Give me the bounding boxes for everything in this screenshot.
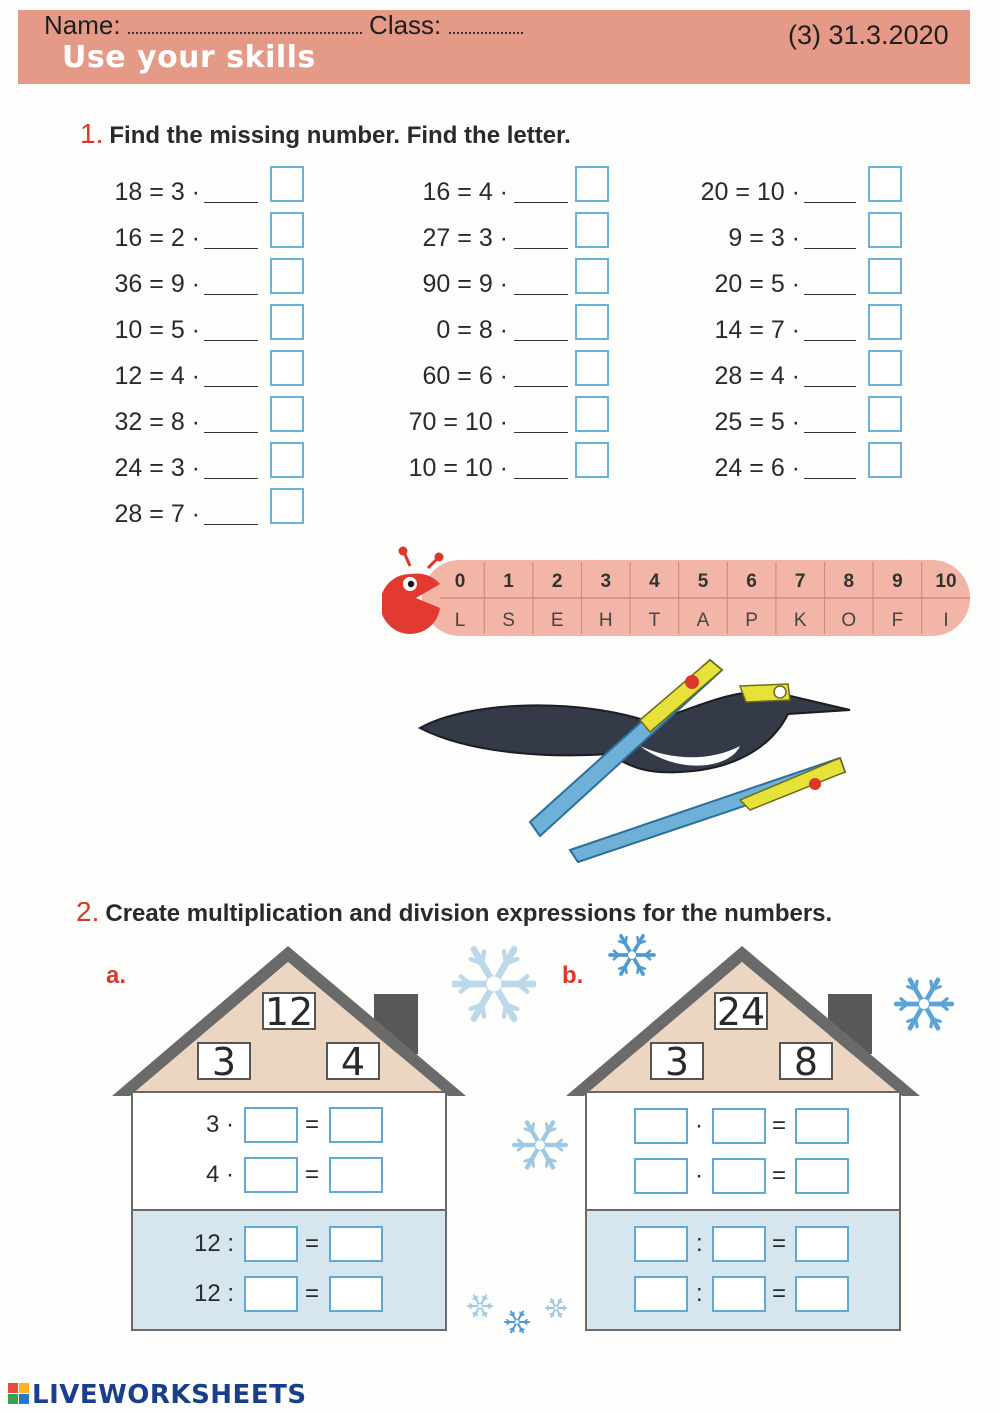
missing-number-field[interactable]: [204, 202, 258, 203]
key-letter: H: [598, 610, 613, 631]
logo-icon: [8, 1383, 30, 1405]
house-a-mult-2-answer-a[interactable]: [244, 1157, 298, 1193]
letter-answer-box[interactable]: [868, 350, 902, 386]
name-class-line: [44, 10, 523, 41]
equation-text: 9 = 3 ·: [728, 224, 800, 252]
house-a-left-number: 3: [197, 1042, 251, 1080]
house-b-label: b.: [562, 962, 584, 989]
missing-number-field[interactable]: [204, 340, 258, 341]
letter-answer-box[interactable]: [868, 396, 902, 432]
equals-sign: =: [305, 1230, 320, 1257]
letter-answer-box[interactable]: [270, 258, 304, 294]
divide-sign: :: [696, 1280, 703, 1307]
key-number-7: 7: [794, 571, 806, 592]
divide-sign: :: [696, 1230, 703, 1257]
letter-key-caterpillar: [382, 546, 972, 638]
key-number-4: 4: [649, 571, 660, 592]
key-number-0: 0: [454, 571, 466, 592]
key-letter: T: [648, 610, 661, 631]
house-b-right-number: 8: [779, 1042, 833, 1080]
key-number-9: 9: [892, 571, 903, 592]
house-b-mult-1-product[interactable]: [795, 1108, 849, 1144]
snowflake-icon: [503, 1308, 531, 1336]
logo-text: LIVEWORKSHEETS: [32, 1380, 307, 1410]
missing-number-field[interactable]: [804, 294, 856, 295]
letter-answer-box[interactable]: [575, 166, 609, 202]
page-title: Use your skills: [62, 40, 316, 75]
missing-number-field[interactable]: [514, 386, 568, 387]
house-b-mult-2-factor-a[interactable]: [634, 1158, 688, 1194]
equation-text: 24 = 6 ·: [714, 454, 800, 482]
house-b-div-2-quotient[interactable]: [795, 1276, 849, 1312]
equation-text: 60 = 6 ·: [422, 362, 508, 390]
snowflake-icon: [466, 1292, 494, 1320]
letter-answer-box[interactable]: [575, 442, 609, 478]
letter-answer-box[interactable]: [575, 212, 609, 248]
equation-text: 14 = 7 ·: [714, 316, 800, 344]
liveworksheets-logo: [8, 1380, 307, 1410]
equation-text: 28 = 7 ·: [114, 500, 200, 528]
equals-sign: =: [772, 1230, 787, 1257]
key-letter: K: [793, 610, 807, 631]
key-letter: P: [745, 610, 758, 631]
letter-answer-box[interactable]: [575, 258, 609, 294]
equation-text: 36 = 9 ·: [114, 270, 200, 298]
house-a-div-2-dividend: 12 :: [194, 1280, 235, 1307]
house-b-mult-1-factor-a[interactable]: [634, 1108, 688, 1144]
task2-text: Create multiplication and division expressions for the numbers.: [105, 900, 833, 927]
task1-text: Find the missing number. Find the letter.: [109, 122, 571, 149]
equation-text: 16 = 2 ·: [114, 224, 200, 252]
missing-number-field[interactable]: [804, 432, 856, 433]
missing-number-field[interactable]: [804, 478, 856, 479]
key-letter: F: [891, 610, 904, 631]
equation-text: 10 = 10 ·: [408, 454, 508, 482]
house-a-mult-2-factor: 4 ·: [206, 1161, 235, 1188]
date-label: (3) 31.3.2020: [788, 20, 949, 50]
house-b-left-number: 3: [650, 1042, 704, 1080]
missing-number-field[interactable]: [804, 202, 856, 203]
key-letter: S: [502, 610, 515, 631]
name-label: Name:: [44, 10, 121, 40]
house-b-div-1-divisor[interactable]: [712, 1226, 766, 1262]
house-b-mult-1-factor-b[interactable]: [712, 1108, 766, 1144]
house-a-div-1-answer-a[interactable]: [244, 1226, 298, 1262]
key-number-5: 5: [697, 571, 709, 592]
house-a-div-2-answer-a[interactable]: [244, 1276, 298, 1312]
missing-number-field[interactable]: [204, 386, 258, 387]
snowflake-icon: [452, 942, 536, 1026]
key-letter: A: [696, 610, 710, 631]
key-number-6: 6: [746, 571, 757, 592]
task2-number: 2.: [76, 896, 100, 927]
letter-answer-box[interactable]: [575, 304, 609, 340]
key-number-10: 10: [935, 571, 957, 592]
key-number-3: 3: [600, 571, 612, 592]
task1-number: 1.: [80, 118, 104, 149]
house-b-mult-2-factor-b[interactable]: [712, 1158, 766, 1194]
equals-sign: =: [305, 1161, 320, 1188]
equation-text: 12 = 4 ·: [114, 362, 200, 390]
key-letter: E: [550, 610, 564, 631]
letter-answer-box[interactable]: [270, 212, 304, 248]
times-sign: ·: [695, 1162, 703, 1189]
equation-text: 16 = 4 ·: [422, 178, 508, 206]
equals-sign: =: [772, 1112, 787, 1139]
missing-number-field[interactable]: [804, 248, 856, 249]
house-b-div-2-dividend[interactable]: [634, 1276, 688, 1312]
letter-answer-box[interactable]: [868, 258, 902, 294]
equation-text: 20 = 5 ·: [714, 270, 800, 298]
house-b-div-1-quotient[interactable]: [795, 1226, 849, 1262]
equals-sign: =: [772, 1280, 787, 1307]
key-number-1: 1: [503, 571, 514, 592]
class-field[interactable]: [449, 16, 523, 34]
missing-number-field[interactable]: [514, 294, 568, 295]
missing-number-field[interactable]: [514, 248, 568, 249]
equation-text: 90 = 9 ·: [422, 270, 508, 298]
missing-number-field[interactable]: [204, 478, 258, 479]
letter-answer-box[interactable]: [575, 396, 609, 432]
equation-text: 24 = 3 ·: [114, 454, 200, 482]
name-field[interactable]: [128, 16, 362, 34]
equation-text: 20 = 10 ·: [700, 178, 800, 206]
task2-title: [76, 896, 832, 928]
letter-answer-box[interactable]: [270, 350, 304, 386]
class-label: Class:: [369, 10, 442, 40]
letter-answer-box[interactable]: [575, 350, 609, 386]
letter-answer-box[interactable]: [868, 304, 902, 340]
letter-answer-box[interactable]: [868, 212, 902, 248]
missing-number-field[interactable]: [204, 248, 258, 249]
key-number-2: 2: [551, 571, 563, 592]
missing-number-field[interactable]: [804, 340, 856, 341]
letter-answer-box[interactable]: [270, 442, 304, 478]
equation-text: 25 = 5 ·: [714, 408, 800, 436]
letter-answer-box[interactable]: [270, 304, 304, 340]
equals-sign: =: [772, 1162, 787, 1189]
letter-answer-box[interactable]: [270, 488, 304, 524]
letter-answer-box[interactable]: [868, 442, 902, 478]
missing-number-field[interactable]: [514, 202, 568, 203]
snowflake-icon: [894, 974, 954, 1034]
house-a-mult-1-answer-b[interactable]: [329, 1107, 383, 1143]
key-letter: O: [841, 610, 857, 631]
equation-text: 27 = 3 ·: [422, 224, 508, 252]
missing-number-field[interactable]: [204, 432, 258, 433]
equation-text: 32 = 8 ·: [114, 408, 200, 436]
equation-text: 28 = 4 ·: [714, 362, 800, 390]
house-a-div-1-answer-b[interactable]: [329, 1226, 383, 1262]
letter-answer-box[interactable]: [270, 396, 304, 432]
key-letter: I: [943, 610, 949, 631]
task1-title: [80, 118, 571, 150]
house-a-mult-1-factor: 3 ·: [206, 1111, 235, 1138]
house-a-div-2-answer-b[interactable]: [329, 1276, 383, 1312]
equation-text: 10 = 5 ·: [114, 316, 200, 344]
times-sign: ·: [695, 1112, 703, 1139]
house-a-label: a.: [106, 962, 127, 989]
key-number-8: 8: [843, 571, 855, 592]
snowflake-icon: [512, 1117, 568, 1173]
missing-number-field[interactable]: [804, 386, 856, 387]
magpie-skier-illustration: [410, 650, 860, 870]
house-a-mult-2-answer-b[interactable]: [329, 1157, 383, 1193]
missing-number-field[interactable]: [204, 524, 258, 525]
missing-number-field[interactable]: [204, 294, 258, 295]
house-b-top-number: 24: [714, 992, 768, 1030]
letter-answer-box[interactable]: [868, 166, 902, 202]
equals-sign: =: [305, 1111, 320, 1138]
missing-number-field[interactable]: [514, 340, 568, 341]
missing-number-field[interactable]: [514, 432, 568, 433]
equation-text: 70 = 10 ·: [408, 408, 508, 436]
snowflake-icon: [544, 1296, 568, 1320]
house-b-div-2-divisor[interactable]: [712, 1276, 766, 1312]
equation-text: 18 = 3 ·: [114, 178, 200, 206]
letter-answer-box[interactable]: [270, 166, 304, 202]
house-a-div-1-dividend: 12 :: [194, 1230, 235, 1257]
missing-number-field[interactable]: [514, 478, 568, 479]
snowflake-icon: [608, 931, 656, 979]
equation-text: 0 = 8 ·: [436, 316, 508, 344]
house-b-div-1-dividend[interactable]: [634, 1226, 688, 1262]
house-a-right-number: 4: [326, 1042, 380, 1080]
equals-sign: =: [305, 1280, 320, 1307]
house-a-mult-1-answer-a[interactable]: [244, 1107, 298, 1143]
house-b-mult-2-product[interactable]: [795, 1158, 849, 1194]
house-a-top-number: 12: [262, 992, 316, 1030]
key-letter: L: [454, 610, 466, 631]
